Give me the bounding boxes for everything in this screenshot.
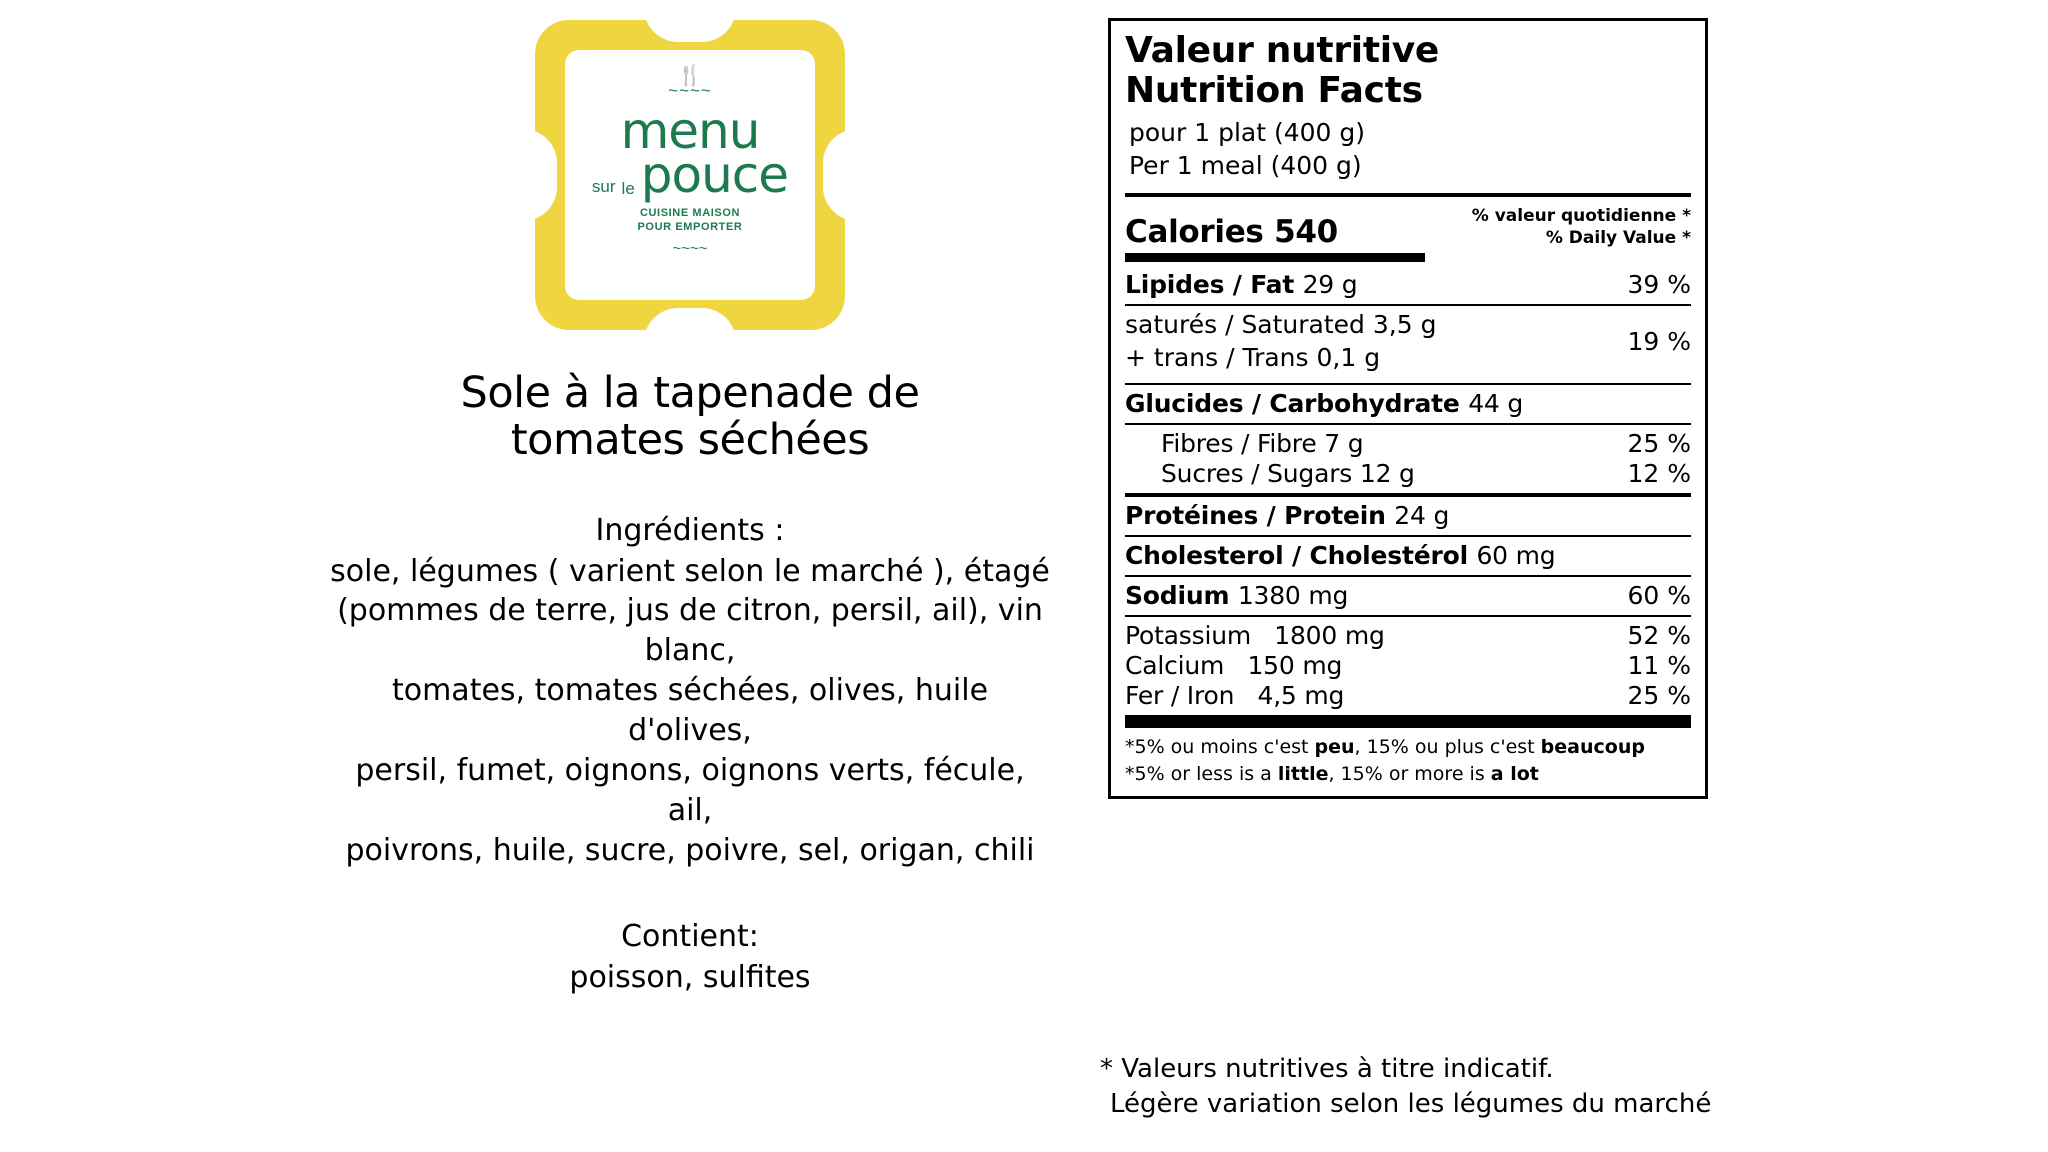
row-amount: 1380 mg — [1237, 580, 1349, 610]
row-name: Fibres / Fibre — [1161, 428, 1317, 458]
row-amount: 7 g — [1324, 428, 1364, 458]
footnote-en-mid: , 15% or more is — [1328, 762, 1491, 785]
row-label — [1161, 429, 1363, 458]
row-amount: 4,5 mg — [1257, 680, 1345, 710]
table-row-trans — [1125, 341, 1436, 374]
row-dv: 60 % — [1627, 580, 1691, 610]
row-label — [1161, 459, 1415, 488]
daily-value-header — [1472, 205, 1691, 253]
ingredients-line: (pommes de terre, jus de citron, persil, ail), vin blanc, — [337, 593, 1043, 669]
row-amount: 24 g — [1394, 500, 1450, 530]
footnote-fr-bold2: beaucoup — [1540, 735, 1645, 758]
row-dv: 39 % — [1627, 269, 1691, 299]
row-label — [1125, 581, 1348, 610]
row-label — [1125, 541, 1555, 570]
row-label — [1125, 681, 1344, 710]
disclaimer-line1: * Valeurs nutritives à titre indicatif. — [1100, 1054, 1554, 1084]
footnote-fr-mid: , 15% ou plus c'est — [1354, 735, 1541, 758]
logo-tagline-line1: CUISINE MAISON — [639, 207, 741, 219]
serving-size-en: Per 1 meal (400 g) — [1129, 151, 1362, 181]
footnote-fr-bold1: peu — [1314, 735, 1355, 758]
table-row-calcium — [1125, 651, 1691, 681]
row-name: Lipides / Fat — [1125, 269, 1295, 299]
row-label — [1125, 651, 1342, 680]
row-name: Fer / Iron — [1125, 680, 1235, 710]
logo-word-pouce: pouce — [640, 145, 789, 204]
row-dv: 19 % — [1627, 326, 1691, 356]
fork-icon: 🍴 — [677, 65, 703, 87]
row-amount: 1800 mg — [1274, 620, 1385, 650]
table-row-saturated-trans — [1125, 306, 1691, 377]
table-row-cholesterol — [1125, 537, 1691, 575]
logo-tagline-line2: POUR EMPORTER — [637, 220, 743, 233]
row-label — [1125, 270, 1357, 299]
disclaimer — [1100, 1052, 1711, 1122]
row-dv: 25 % — [1627, 680, 1691, 710]
row-amount: 3,5 g — [1372, 309, 1437, 339]
leaf-ornament-top-icon: ~~~~ — [668, 81, 712, 100]
row-name: Glucides / Carbohydrate — [1125, 388, 1460, 418]
row-amount: 44 g — [1468, 388, 1524, 418]
row-label — [1125, 501, 1449, 530]
calories-row — [1125, 205, 1691, 253]
nutrition-facts-table — [1108, 18, 1708, 799]
calories-label-value — [1125, 214, 1338, 253]
row-label — [1125, 621, 1385, 650]
logo-inner — [565, 50, 815, 300]
footnote-fr-pre: *5% ou moins c'est — [1125, 735, 1315, 758]
table-row-fat — [1125, 262, 1691, 304]
ingredients-text — [330, 552, 1050, 871]
row-label — [1125, 389, 1523, 418]
nutrition-title-en: Nutrition Facts — [1125, 70, 1423, 112]
row-name: Protéines / Protein — [1125, 500, 1386, 530]
divider — [1125, 715, 1691, 728]
divider — [1125, 193, 1691, 197]
daily-value-header-en: % Daily Value * — [1545, 227, 1691, 248]
row-name: Potassium — [1125, 620, 1251, 650]
footnote-fr — [1125, 728, 1691, 761]
ingredients-line: persil, fumet, oignons, oignons verts, fécule, ail, — [355, 753, 1025, 828]
table-row-potassium — [1125, 617, 1691, 651]
row-name: Sucres / Sugars — [1161, 458, 1353, 488]
footnote-en — [1125, 761, 1691, 788]
row-dv: 12 % — [1627, 458, 1691, 488]
row-dv: 52 % — [1627, 620, 1691, 650]
product-title-line1: Sole à la tapenade de — [460, 368, 920, 418]
footnote-en-pre: *5% or less is a — [1125, 762, 1278, 785]
logo-word-le: le — [621, 179, 635, 198]
footnote-en-bold1: little — [1277, 762, 1329, 785]
row-dv: 25 % — [1627, 428, 1691, 458]
row-name: Sodium — [1125, 580, 1230, 610]
row-amount: 60 mg — [1476, 540, 1556, 570]
ingredients-line: sole, légumes ( varient selon le marché ), étagé — [330, 553, 1050, 589]
row-amount: 29 g — [1302, 269, 1358, 299]
daily-value-header-fr: % valeur quotidienne * — [1471, 205, 1691, 226]
page-title — [330, 370, 1050, 465]
table-row-fibre — [1125, 425, 1691, 459]
ingredients-line: tomates, tomates séchées, olives, huile d'olives, — [391, 673, 989, 749]
table-row-carbohydrate — [1125, 385, 1691, 423]
nutrition-title-fr: Valeur nutritive — [1125, 30, 1440, 71]
table-row-sodium — [1125, 577, 1691, 615]
leaf-ornament-bottom-icon: ~~~~ — [672, 239, 708, 257]
row-subitems — [1125, 306, 1436, 377]
calories-label: Calories — [1125, 213, 1264, 250]
logo-word-menu: menu — [620, 102, 760, 160]
product-panel — [330, 20, 1050, 998]
row-dv: 11 % — [1627, 650, 1691, 680]
calories-value: 540 — [1274, 213, 1338, 250]
calories-underline — [1125, 253, 1425, 262]
row-name: + trans / Trans — [1125, 342, 1309, 372]
footnote-en-bold2: a lot — [1490, 762, 1539, 785]
ingredients-label: Ingrédients : — [595, 512, 785, 548]
table-row-protein — [1125, 497, 1691, 535]
row-amount: 150 mg — [1247, 650, 1343, 680]
logo-word-sur: sur — [591, 177, 616, 196]
logo-row-pouce — [591, 145, 789, 204]
table-row-iron — [1125, 681, 1691, 715]
row-amount: 0,1 g — [1316, 342, 1381, 372]
serving-size-fr: pour 1 plat (400 g) — [1129, 117, 1366, 147]
allergens-label: Contient: — [621, 918, 759, 954]
table-row-sugars — [1125, 459, 1691, 493]
ingredients-line: poivrons, huile, sucre, poivre, sel, origan, chili — [345, 832, 1035, 868]
table-row-saturated — [1125, 308, 1436, 341]
row-name: Calcium — [1125, 650, 1225, 680]
row-amount: 12 g — [1359, 458, 1415, 488]
product-title-line2: tomates séchées — [510, 415, 870, 466]
row-name: Cholesterol / Cholestérol — [1125, 540, 1468, 570]
brand-logo — [535, 20, 845, 330]
allergens-text: poisson, sulfites — [569, 959, 811, 995]
row-name: saturés / Saturated — [1125, 309, 1365, 339]
disclaimer-line2: Légère variation selon les légumes du marché — [1110, 1089, 1712, 1120]
